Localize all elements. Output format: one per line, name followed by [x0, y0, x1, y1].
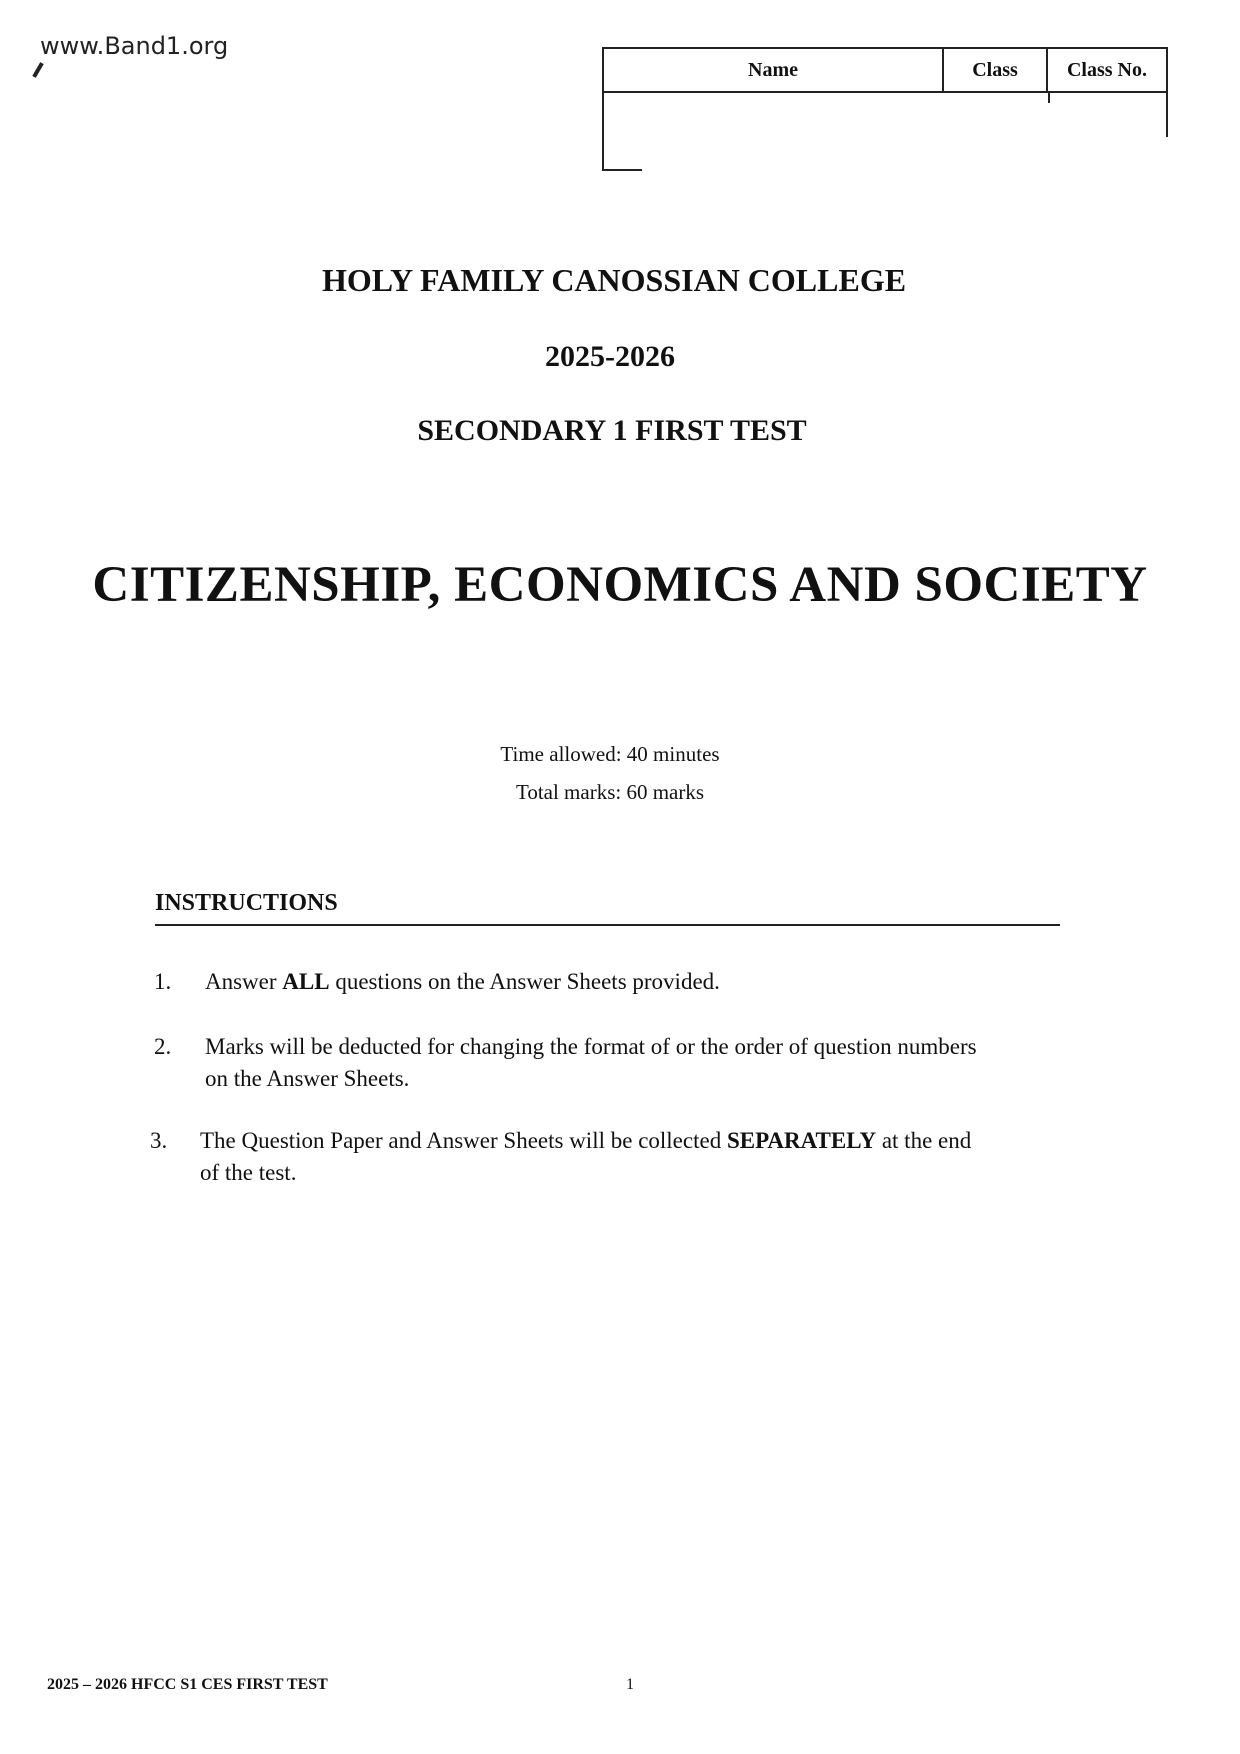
watermark-text: www.Band1.org [40, 32, 229, 60]
instruction-text [200, 1125, 1070, 1189]
instruction-text-part: The Question Paper and Answer Sheets will be collected [200, 1128, 727, 1153]
instruction-emphasis: ALL [282, 969, 330, 994]
class-entry-cell [944, 93, 1050, 103]
name-entry-cell [604, 93, 944, 137]
instructions-heading: INSTRUCTIONS [155, 890, 338, 916]
class-no-entry-cell [1050, 93, 1166, 137]
instruction-emphasis: SEPARATELY [726, 1128, 877, 1153]
instruction-line: of the test. [200, 1160, 297, 1185]
name-label: Name [604, 49, 944, 91]
class-label: Class [944, 49, 1048, 91]
instruction-item [150, 1125, 1070, 1189]
info-box-entry-row [604, 93, 1166, 137]
page-number: 1 [626, 1676, 634, 1693]
instruction-line: on the Answer Sheets. [205, 1066, 410, 1091]
academic-year: 2025-2026 [545, 340, 675, 373]
footer-test-code: 2025 – 2026 HFCC S1 CES FIRST TEST [47, 1676, 328, 1693]
instruction-item [150, 966, 1070, 998]
total-marks: Total marks: 60 marks [515, 780, 705, 804]
test-title: SECONDARY 1 FIRST TEST [417, 414, 807, 447]
time-allowed: Time allowed: 40 minutes [500, 742, 720, 766]
instruction-text [205, 966, 1070, 998]
info-box-corner-line [602, 135, 642, 171]
instructions-list [150, 966, 1070, 1189]
instruction-number: 3. [150, 1128, 168, 1153]
instruction-item [150, 1031, 1070, 1095]
instruction-line [200, 1125, 1070, 1157]
pen-mark [32, 62, 43, 78]
instruction-line: Marks will be deducted for changing the format of or the order of question numbers [205, 1034, 977, 1059]
instruction-text-part: at the end [876, 1128, 972, 1153]
instructions-divider [155, 924, 1060, 926]
instruction-text-part: questions on the Answer Sheets provided. [329, 969, 720, 994]
instruction-number: 1. [154, 969, 172, 994]
instruction-text [205, 1031, 1070, 1095]
info-box-header-row [604, 49, 1166, 93]
instruction-number: 2. [154, 1034, 172, 1059]
subject-title: CITIZENSHIP, ECONOMICS AND SOCIETY [92, 557, 1148, 613]
class-no-label: Class No. [1066, 58, 1147, 81]
instruction-text-part: Answer [205, 969, 283, 994]
student-info-box [602, 47, 1168, 137]
school-name: HOLY FAMILY CANOSSIAN COLLEGE [321, 262, 907, 298]
